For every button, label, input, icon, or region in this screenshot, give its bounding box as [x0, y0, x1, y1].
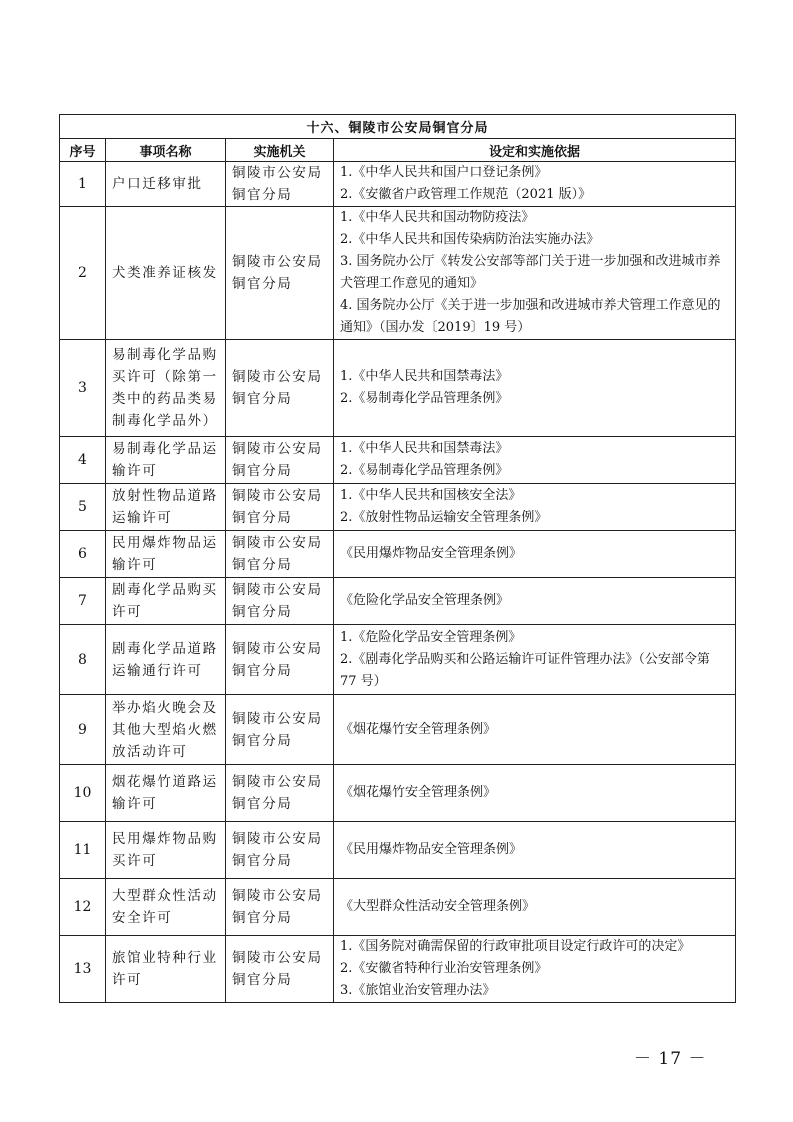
table-row — [60, 765, 736, 822]
row-implementing-org: 铜陵市公安局铜官分局 — [226, 625, 334, 695]
legal-basis-line: 《民用爆炸物品安全管理条例》 — [340, 842, 523, 857]
row-item-name: 放射性物品道路运输许可 — [106, 484, 226, 531]
row-legal-basis — [334, 162, 736, 207]
row-legal-basis — [334, 437, 736, 484]
legal-basis-line: 《民用爆炸物品安全管理条例》 — [340, 546, 523, 561]
row-item-name: 犬类准养证核发 — [106, 207, 226, 340]
legal-basis-line: 2.《中华人民共和国传染病防治法实施办法》 — [340, 232, 600, 247]
legal-basis-line: 3. 国务院办公厅《转发公安部等部门关于进一步加强和改进城市养犬管理工作意见的通知》 — [340, 254, 721, 291]
row-implementing-org: 铜陵市公安局铜官分局 — [226, 340, 334, 437]
table-row — [60, 936, 736, 1003]
row-item-name: 剧毒化学品购买许可 — [106, 578, 226, 625]
row-legal-basis — [334, 822, 736, 879]
row-implementing-org: 铜陵市公安局铜官分局 — [226, 207, 334, 340]
table-row — [60, 578, 736, 625]
legal-basis-line: 《大型群众性活动安全管理条例》 — [340, 899, 536, 914]
row-implementing-org: 铜陵市公安局铜官分局 — [226, 531, 334, 578]
table-row — [60, 625, 736, 695]
legal-basis-line: 2.《易制毒化学品管理条例》 — [340, 463, 509, 478]
row-legal-basis — [334, 340, 736, 437]
legal-basis-line: 2.《易制毒化学品管理条例》 — [340, 391, 509, 406]
row-index: 13 — [60, 936, 106, 1003]
legal-basis-line: 1.《中华人民共和国禁毒法》 — [340, 441, 509, 456]
legal-basis-line: 2.《安徽省户政管理工作规范（2021 版）》 — [340, 187, 592, 202]
row-index: 3 — [60, 340, 106, 437]
header-org: 实施机关 — [226, 139, 334, 162]
legal-basis-line: 《烟花爆竹安全管理条例》 — [340, 721, 497, 737]
table-row — [60, 531, 736, 578]
row-index: 12 — [60, 879, 106, 936]
table-row — [60, 484, 736, 531]
header-name: 事项名称 — [106, 139, 226, 162]
row-implementing-org: 铜陵市公安局铜官分局 — [226, 936, 334, 1003]
page-number: － 17 － — [634, 1049, 707, 1069]
row-item-name: 举办焰火晚会及其他大型焰火燃放活动许可 — [106, 695, 226, 765]
row-index: 4 — [60, 437, 106, 484]
row-index: 5 — [60, 484, 106, 531]
row-item-name: 民用爆炸物品运输许可 — [106, 531, 226, 578]
row-implementing-org: 铜陵市公安局铜官分局 — [226, 162, 334, 207]
row-legal-basis — [334, 578, 736, 625]
row-implementing-org: 铜陵市公安局铜官分局 — [226, 765, 334, 822]
legal-basis-line: 《烟花爆竹安全管理条例》 — [340, 785, 497, 800]
table-row — [60, 879, 736, 936]
legal-basis-line: 2.《放射性物品运输安全管理条例》 — [340, 510, 548, 525]
row-implementing-org: 铜陵市公安局铜官分局 — [226, 437, 334, 484]
row-legal-basis — [334, 695, 736, 765]
legal-basis-line: 3.《旅馆业治安管理办法》 — [340, 983, 496, 998]
row-index: 8 — [60, 625, 106, 695]
table-header-row — [60, 139, 736, 162]
row-implementing-org: 铜陵市公安局铜官分局 — [226, 822, 334, 879]
row-item-name: 烟花爆竹道路运输许可 — [106, 765, 226, 822]
legal-basis-line: 2.《剧毒化学品购买和公路运输许可证件管理办法》（公安部令第 77 号） — [340, 651, 710, 689]
row-item-name: 旅馆业特种行业许可 — [106, 936, 226, 1003]
legal-basis-line: 1.《中华人民共和国禁毒法》 — [340, 369, 509, 384]
header-basis: 设定和实施依据 — [334, 139, 736, 162]
approval-items-table — [59, 114, 736, 1003]
header-index: 序号 — [60, 139, 106, 162]
row-index: 6 — [60, 531, 106, 578]
row-legal-basis — [334, 531, 736, 578]
legal-basis-line: 1.《中华人民共和国核安全法》 — [340, 488, 522, 503]
row-legal-basis — [334, 625, 736, 695]
table-row — [60, 162, 736, 207]
row-index: 7 — [60, 578, 106, 625]
legal-basis-line: 4. 国务院办公厅《关于进一步加强和改进城市养犬管理工作意见的通知》（国办发〔2019〕19 号） — [340, 298, 721, 335]
row-legal-basis — [334, 879, 736, 936]
row-item-name: 大型群众性活动安全许可 — [106, 879, 226, 936]
row-index: 10 — [60, 765, 106, 822]
row-implementing-org: 铜陵市公安局铜官分局 — [226, 484, 334, 531]
row-legal-basis — [334, 207, 736, 340]
legal-basis-line: 《危险化学品安全管理条例》 — [340, 593, 510, 608]
table-row — [60, 437, 736, 484]
table-row — [60, 207, 736, 340]
row-index: 1 — [60, 162, 106, 207]
row-item-name: 民用爆炸物品购买许可 — [106, 822, 226, 879]
table-title: 十六、铜陵市公安局铜官分局 — [60, 115, 736, 139]
row-implementing-org: 铜陵市公安局铜官分局 — [226, 578, 334, 625]
row-index: 9 — [60, 695, 106, 765]
table-row — [60, 695, 736, 765]
row-legal-basis — [334, 936, 736, 1003]
legal-basis-line: 2.《安徽省特种行业治安管理条例》 — [340, 961, 548, 976]
row-item-name: 易制毒化学品运输许可 — [106, 437, 226, 484]
table-title-row — [60, 115, 736, 139]
table-row — [60, 340, 736, 437]
legal-basis-line: 1.《国务院对确需保留的行政审批项目设定行政许可的决定》 — [340, 939, 691, 954]
legal-basis-line: 1.《中华人民共和国户口登记条例》 — [340, 165, 548, 180]
row-item-name: 易制毒化学品购买许可（除第一类中的药品类易制毒化学品外） — [106, 340, 226, 437]
row-implementing-org: 铜陵市公安局铜官分局 — [226, 879, 334, 936]
table-body — [60, 162, 736, 1003]
row-index: 11 — [60, 822, 106, 879]
row-index: 2 — [60, 207, 106, 340]
legal-basis-line: 1.《中华人民共和国动物防疫法》 — [340, 210, 535, 225]
row-legal-basis — [334, 765, 736, 822]
row-item-name: 剧毒化学品道路运输通行许可 — [106, 625, 226, 695]
row-legal-basis — [334, 484, 736, 531]
table-row — [60, 822, 736, 879]
legal-basis-line: 1.《危险化学品安全管理条例》 — [340, 629, 522, 645]
row-implementing-org: 铜陵市公安局铜官分局 — [226, 695, 334, 765]
row-item-name: 户口迁移审批 — [106, 162, 226, 207]
